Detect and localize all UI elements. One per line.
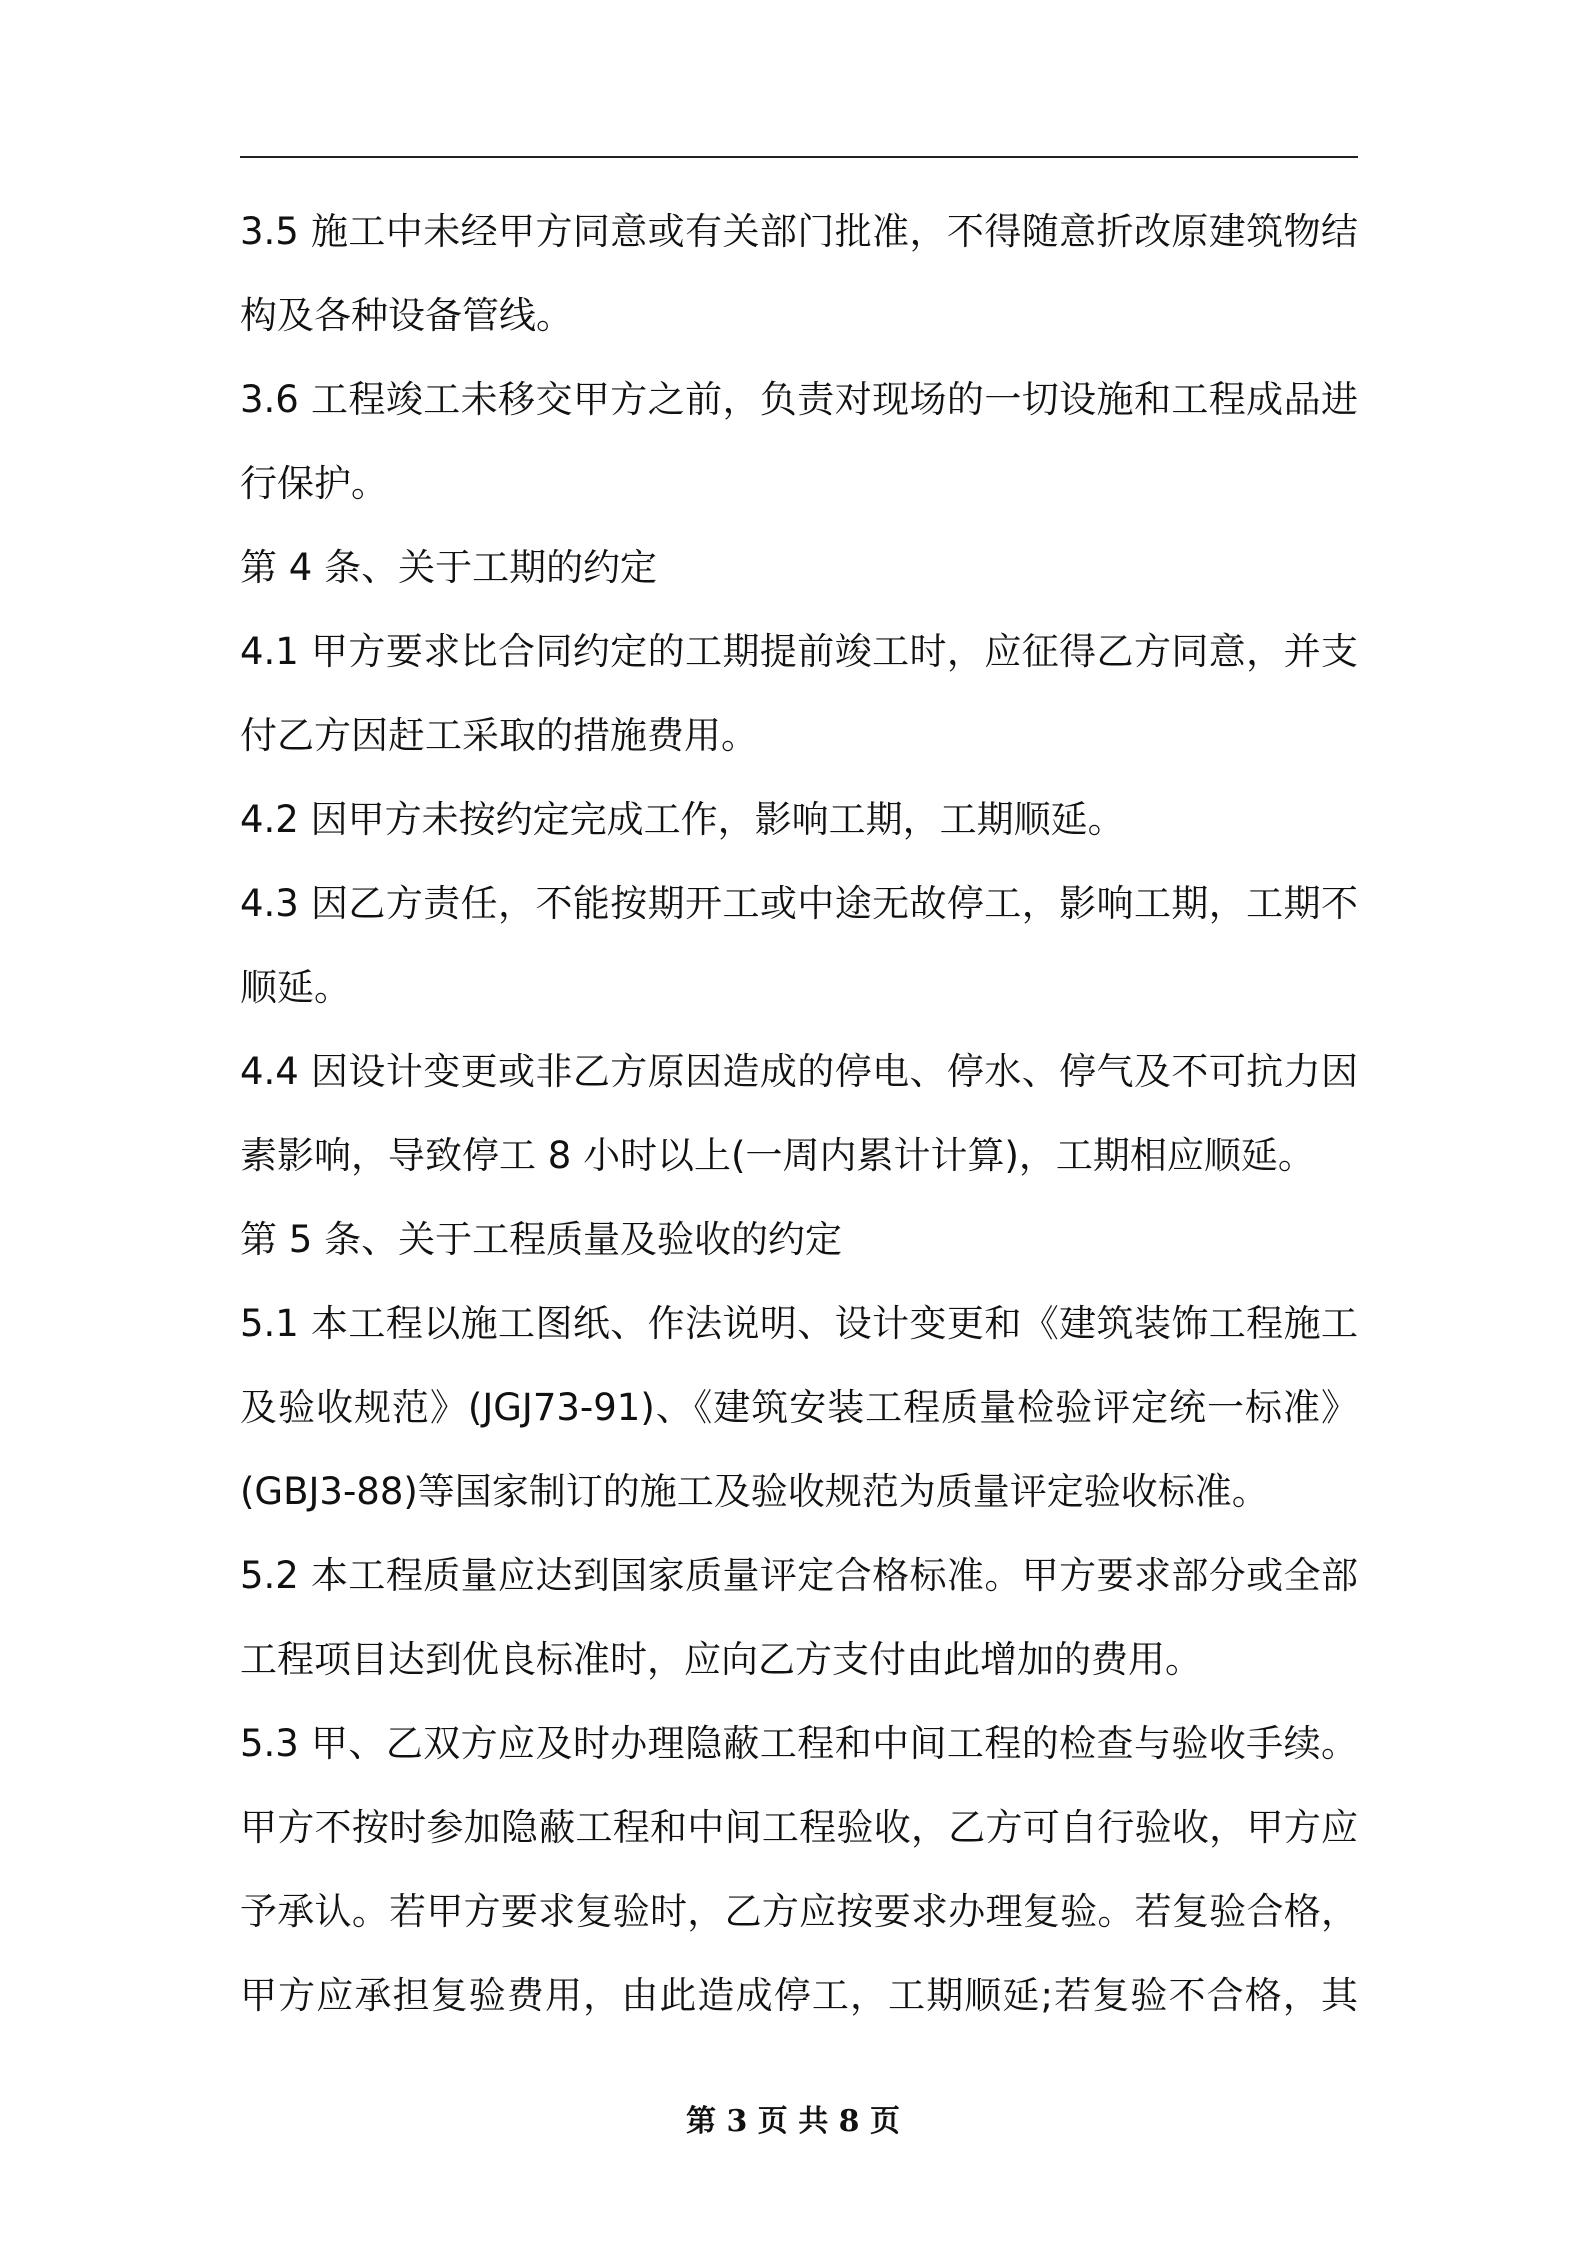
section-heading: 第 5 条、关于工程质量及验收的约定: [240, 1218, 843, 1261]
text-line: 5.3 甲、乙双方应及时办理隐蔽工程和中间工程的检查与验收手续。: [240, 1722, 1358, 1765]
page-number: 第 3 页 共 8 页: [686, 2104, 900, 2139]
text-line: 4.4 因设计变更或非乙方原因造成的停电、停水、停气及不可抗力因: [240, 1050, 1358, 1093]
text-line: 工程项目达到优良标准时，应向乙方支付由此增加的费用。: [240, 1638, 1202, 1681]
text-line: 3.5 施工中未经甲方同意或有关部门批准，不得随意折改原建筑物结: [240, 210, 1358, 253]
text-line: 5.1 本工程以施工图纸、作法说明、设计变更和《建筑装饰工程施工: [240, 1302, 1358, 1345]
section-heading: 第 4 条、关于工期的约定: [240, 546, 658, 589]
text-line: 行保护。: [240, 462, 388, 505]
text-line: 构及各种设备管线。: [240, 294, 573, 337]
text-line: 甲方应承担复验费用，由此造成停工，工期顺延;若复验不合格，其: [240, 1974, 1358, 2017]
text-line: 及验收规范》(JGJ73-91)、《建筑安装工程质量检验评定统一标准》: [240, 1386, 1358, 1429]
text-line: 3.6 工程竣工未移交甲方之前，负责对现场的一切设施和工程成品进: [240, 378, 1358, 421]
text-line: 5.2 本工程质量应达到国家质量评定合格标准。甲方要求部分或全部: [240, 1554, 1358, 1597]
text-line: 甲方不按时参加隐蔽工程和中间工程验收，乙方可自行验收，甲方应: [240, 1806, 1358, 1849]
text-line: (GBJ3-88)等国家制订的施工及验收规范为质量评定验收标准。: [240, 1470, 1269, 1513]
text-line: 素影响，导致停工 8 小时以上(一周内累计计算)，工期相应顺延。: [240, 1134, 1315, 1177]
text-line: 顺延。: [240, 966, 351, 1009]
text-line: 4.3 因乙方责任，不能按期开工或中途无故停工，影响工期，工期不: [240, 882, 1358, 925]
document-body: [240, 190, 1358, 2038]
text-line: 4.1 甲方要求比合同约定的工期提前竣工时，应征得乙方同意，并支: [240, 630, 1358, 673]
text-line: 付乙方因赶工采取的措施费用。: [240, 714, 758, 757]
text-line: 4.2 因甲方未按约定完成工作，影响工期，工期顺延。: [240, 798, 1125, 841]
text-line: 予承认。若甲方要求复验时，乙方应按要求办理复验。若复验合格，: [240, 1890, 1358, 1933]
header-rule: [240, 156, 1358, 158]
